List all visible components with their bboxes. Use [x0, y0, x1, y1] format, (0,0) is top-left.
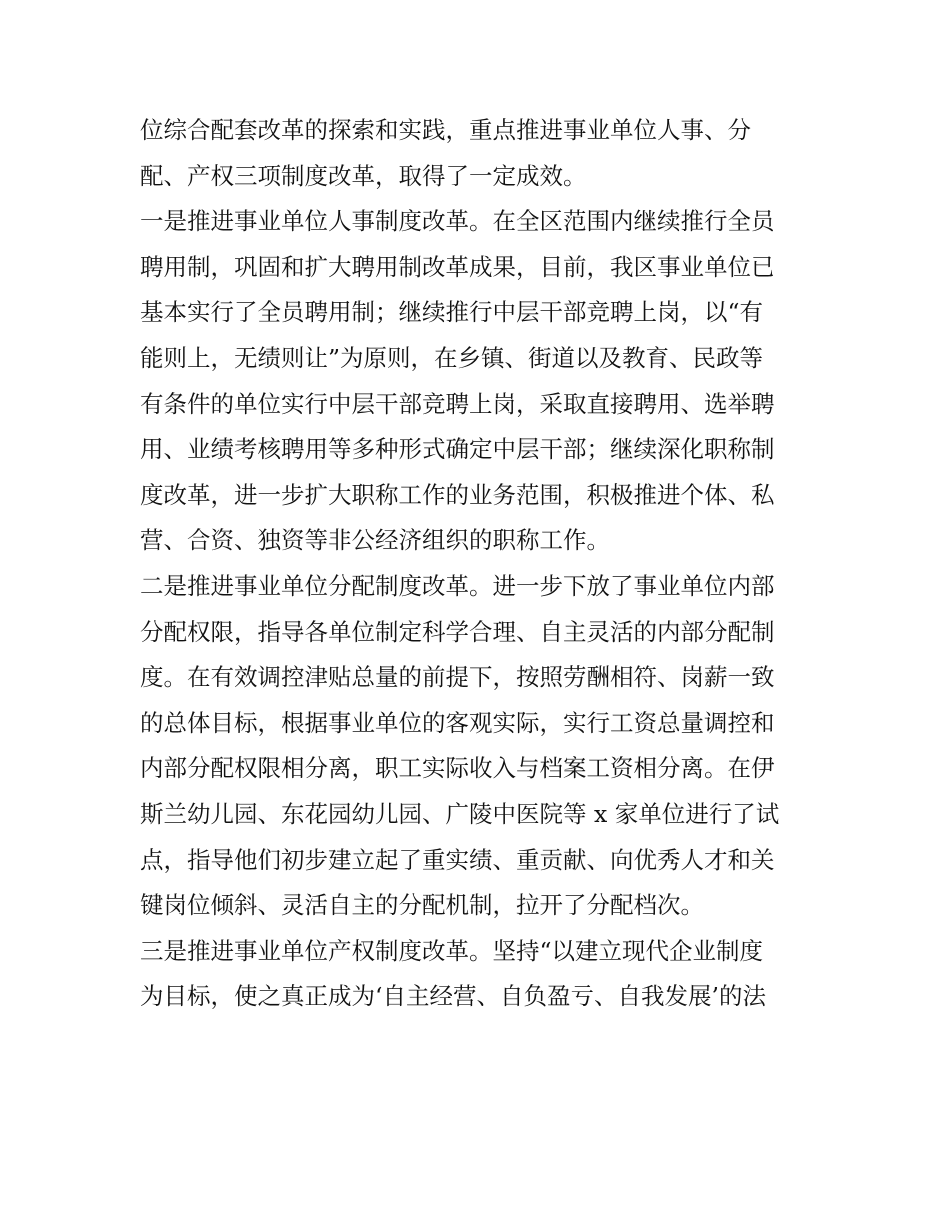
- text-line: 聘用制，巩固和扩大聘用制改革成果，目前，我区事业单位已: [140, 252, 775, 281]
- text-line: 点，指导他们初步建立起了重实绩、重贡献、向优秀人才和关: [140, 845, 775, 874]
- text-line: 配、产权三项制度改革，取得了一定成效。: [140, 161, 587, 190]
- text-line: 位综合配套改革的探索和实践，重点推进事业单位人事、分: [140, 116, 751, 144]
- text-line: 度改革，进一步扩大职称工作的业务范围，积极推进个体、私: [140, 480, 775, 509]
- text-line: 度。在有效调控津贴总量的前提下，按照劳酬相符、岗薪一致: [140, 663, 775, 692]
- text-line: 基本实行了全员聘用制；继续推行中层干部竞聘上岗，以“有: [140, 298, 764, 327]
- text-line: 内部分配权限相分离，职工实际收入与档案工资相分离。在伊: [140, 754, 775, 783]
- text-line: 分配权限，指导各单位制定科学合理、自主灵活的内部分配制: [140, 617, 775, 646]
- text-line: 一是推进事业单位人事制度改革。在全区范围内继续推行全员: [140, 207, 775, 236]
- text-line: 用、业绩考核聘用等多种形式确定中层干部；继续深化职称制: [140, 435, 775, 464]
- text-line: 二是推进事业单位分配制度改革。进一步下放了事业单位内部: [140, 571, 775, 600]
- text-line: 能则上，无绩则让”为原则，在乡镇、街道以及教育、民政等: [140, 343, 764, 372]
- text-line: 的总体目标，根据事业单位的客观实际，实行工资总量调控和: [140, 708, 775, 737]
- document-body: [140, 108, 830, 1020]
- text-line: 斯兰幼儿园、东花园幼儿园、广陵中医院等 x 家单位进行了试: [140, 799, 780, 828]
- text-line: 有条件的单位实行中层干部竞聘上岗，采取直接聘用、选举聘: [140, 389, 775, 418]
- text-line: 为目标，使之真正成为‘自主经营、自负盈亏、自我发展’的法: [140, 982, 766, 1011]
- text-line: 键岗位倾斜、灵活自主的分配机制，拉开了分配档次。: [140, 891, 704, 920]
- text-line: 三是推进事业单位产权制度改革。坚持“以建立现代企业制度: [140, 936, 764, 965]
- text-line: 营、合资、独资等非公经济组织的职称工作。: [140, 526, 610, 555]
